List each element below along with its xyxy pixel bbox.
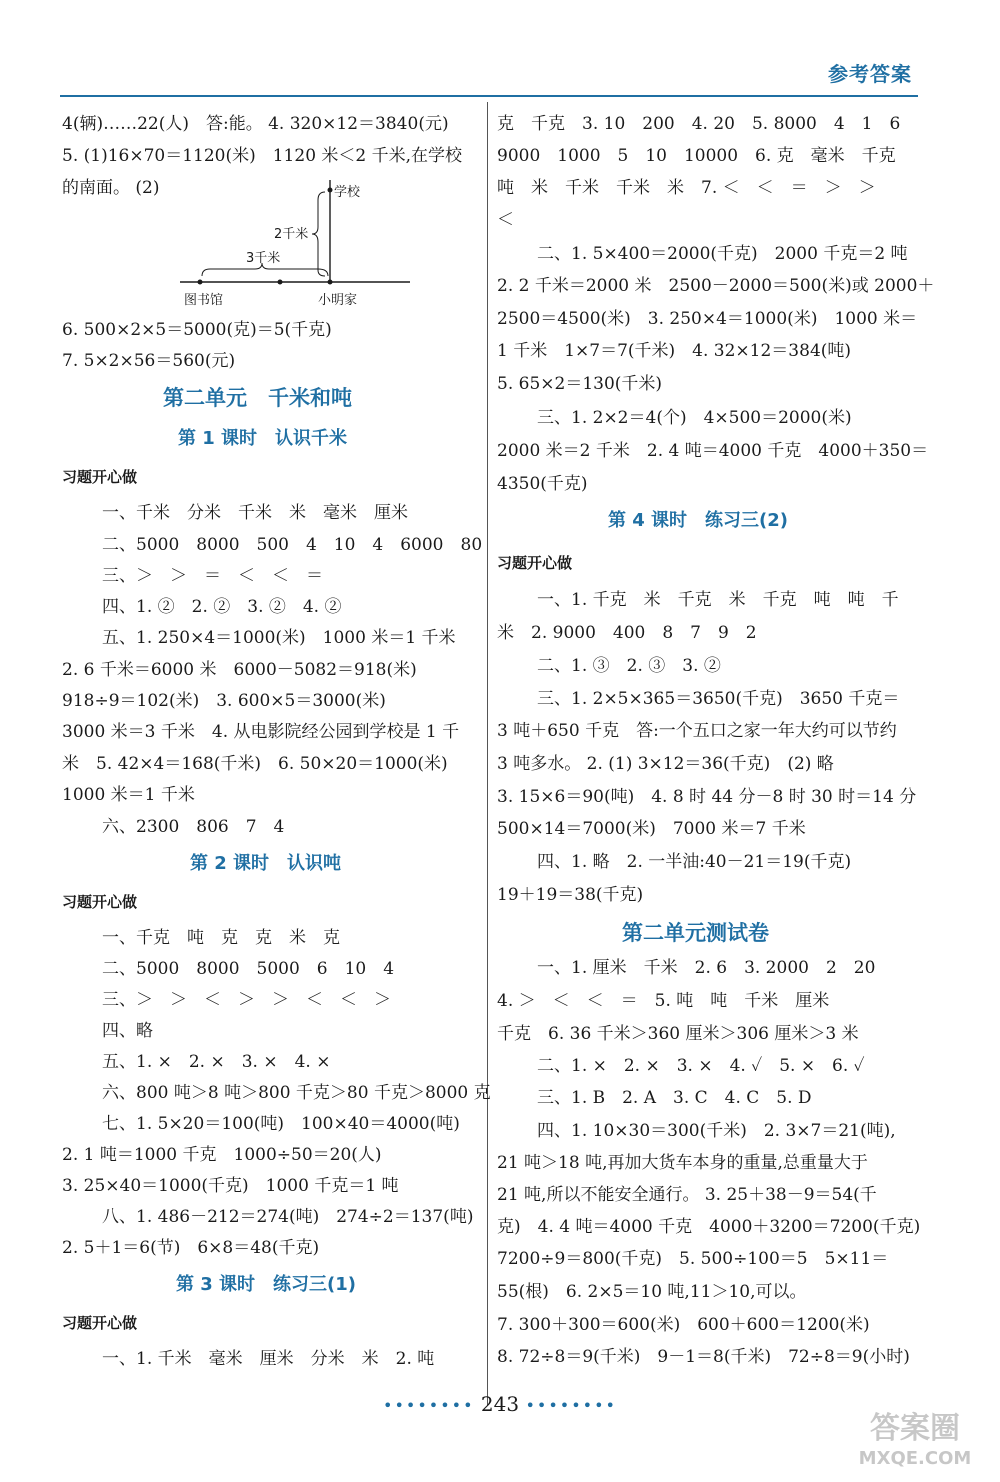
right-line-4: ＜ bbox=[497, 210, 514, 230]
left-line-4: 6. 500×2×5＝5000(克)＝5(千克) bbox=[62, 320, 332, 340]
unit-title: 第二单元 千米和吨 bbox=[163, 386, 352, 410]
l2-answer-7: 七、1. 5×20＝100(吨) 100×40＝4000(吨) bbox=[102, 1114, 460, 1134]
test-answer-7: 21 吨＞18 吨,再加大货车本身的重量,总重量大于 bbox=[497, 1153, 868, 1173]
test-answer-4: 二、1. × 2. × 3. × 4. ✓ 5. × 6. ✓ bbox=[537, 1056, 865, 1076]
diagram-label-school: 学校 bbox=[334, 185, 361, 200]
l4-answer-2: 米 2. 9000 400 8 7 9 2 bbox=[497, 623, 757, 643]
l2-answer-11: 2. 5＋1＝6(节) 6×8＝48(千克) bbox=[62, 1238, 320, 1258]
exercise-heading-4: 习题开心做 bbox=[497, 554, 573, 572]
l4-answer-4: 三、1. 2×5×365＝3650(千克) 3650 千克＝ bbox=[537, 689, 900, 709]
test-answer-1: 一、1. 厘米 千米 2. 6 3. 2000 2 20 bbox=[537, 958, 876, 978]
l2-answer-5: 五、1. × 2. × 3. × 4. × bbox=[102, 1052, 331, 1072]
l4-answer-7: 3. 15×6＝90(吨) 4. 8 时 44 分－8 时 30 时＝14 分 bbox=[497, 787, 917, 807]
unit-test-title: 第二单元测试卷 bbox=[622, 921, 769, 945]
l2-answer-1: 一、千克 吨 克 克 米 克 bbox=[102, 928, 340, 948]
right-line-7: 2500＝4500(米) 3. 250×4＝1000(米) 1000 米＝ bbox=[497, 309, 918, 329]
lesson-2-title: 第 2 课时 认识吨 bbox=[190, 853, 342, 874]
test-answer-12: 7. 300＋300＝600(米) 600＋600＝1200(米) bbox=[497, 1315, 870, 1335]
test-answer-11: 55(根) 6. 2×5＝10 吨,11＞10,可以。 bbox=[497, 1282, 807, 1302]
page-header-title: 参考答案 bbox=[828, 62, 912, 86]
right-line-8: 1 千米 1×7＝7(千米) 4. 32×12＝384(吨) bbox=[497, 341, 852, 361]
l1-answer-9: 米 5. 42×4＝168(千米) 6. 50×20＝1000(米) bbox=[62, 754, 448, 774]
exercise-heading-3: 习题开心做 bbox=[62, 1314, 138, 1332]
page-number-dots-right: •••••••• bbox=[525, 1396, 617, 1415]
watermark-logo bbox=[840, 1402, 990, 1472]
l1-answer-2: 二、5000 8000 500 4 10 4 6000 80 bbox=[102, 535, 483, 555]
l1-answer-4: 四、1. ② 2. ② 3. ② 4. ② bbox=[102, 597, 342, 617]
route-diagram bbox=[180, 172, 420, 312]
l4-answer-10: 19＋19＝38(千克) bbox=[497, 885, 644, 905]
l3-answer-1: 一、1. 千米 毫米 厘米 分米 米 2. 吨 bbox=[102, 1349, 435, 1369]
l2-answer-8: 2. 1 吨＝1000 千克 1000÷50＝20(人) bbox=[62, 1145, 382, 1165]
test-answer-9: 克) 4. 4 吨＝4000 千克 4000＋3200＝7200(千克) bbox=[497, 1217, 921, 1237]
lesson-1-title: 第 1 课时 认识千米 bbox=[178, 428, 348, 449]
test-answer-2: 4. ＞ ＜ ＜ ＝ 5. 吨 吨 千米 厘米 bbox=[497, 991, 830, 1011]
l4-answer-9: 四、1. 略 2. 一半油:40－21＝19(千克) bbox=[537, 852, 852, 872]
l4-answer-3: 二、1. ③ 2. ③ 3. ② bbox=[537, 656, 721, 676]
diagram-label-3km: 3千米 bbox=[246, 251, 281, 266]
right-line-3: 吨 米 千米 千米 米 7. ＜ ＜ ＝ ＞ ＞ bbox=[497, 178, 876, 198]
lesson-4-title: 第 4 课时 练习三(2) bbox=[608, 510, 789, 531]
l4-answer-6: 3 吨多水。 2. (1) 3×12＝36(千克) (2) 略 bbox=[497, 754, 834, 774]
l2-answer-3: 三、＞ ＞ ＜ ＞ ＞ ＜ ＜ ＞ bbox=[102, 990, 391, 1010]
l1-answer-5: 五、1. 250×4＝1000(米) 1000 米＝1 千米 bbox=[102, 628, 456, 648]
right-line-12: 4350(千克) bbox=[497, 474, 588, 494]
diagram-school-point bbox=[328, 188, 333, 193]
l1-answer-6: 2. 6 千米＝6000 米 6000－5082＝918(米) bbox=[62, 660, 417, 680]
l1-answer-1: 一、千米 分米 千米 米 毫米 厘米 bbox=[102, 503, 408, 523]
l2-answer-2: 二、5000 8000 5000 6 10 4 bbox=[102, 959, 395, 979]
test-answer-6: 四、1. 10×30＝300(千米) 2. 3×7＝21(吨), bbox=[537, 1121, 896, 1141]
diagram-label-home: 小明家 bbox=[318, 293, 358, 308]
right-line-11: 2000 米＝2 千米 2. 4 吨＝4000 千克 4000＋350＝ bbox=[497, 441, 929, 461]
diagram-brace-2km bbox=[312, 192, 325, 276]
left-line-5: 7. 5×2×56＝560(元) bbox=[62, 351, 236, 371]
page-number: 243 bbox=[480, 1392, 520, 1416]
l1-answer-3: 三、＞ ＞ ＝ ＜ ＜ ＝ bbox=[102, 566, 323, 586]
l2-answer-10: 八、1. 486－212＝274(吨) 274÷2＝137(吨) bbox=[102, 1207, 474, 1227]
l1-answer-8: 3000 米＝3 千米 4. 从电影院经公园到学校是 1 千 bbox=[62, 722, 460, 742]
exercise-heading-2: 习题开心做 bbox=[62, 893, 138, 911]
l4-answer-1: 一、1. 千克 米 千克 米 千克 吨 吨 千 bbox=[537, 590, 899, 610]
exercise-heading-1: 习题开心做 bbox=[62, 468, 138, 486]
page-number-dots-left: •••••••• bbox=[383, 1396, 475, 1415]
l2-answer-4: 四、略 bbox=[102, 1021, 153, 1041]
diagram-label-2km: 2千米 bbox=[274, 227, 309, 242]
header-rule bbox=[60, 95, 918, 97]
l1-answer-7: 918÷9＝102(米) 3. 600×5＝3000(米) bbox=[62, 691, 386, 711]
l1-answer-10: 1000 米＝1 千米 bbox=[62, 785, 195, 805]
l2-answer-6: 六、800 吨＞8 吨＞800 千克＞80 千克＞8000 克 bbox=[102, 1083, 491, 1103]
diagram-mid-point bbox=[278, 280, 283, 285]
lesson-3-title: 第 3 课时 练习三(1) bbox=[176, 1274, 357, 1295]
l2-answer-9: 3. 25×40＝1000(千克) 1000 千克＝1 吨 bbox=[62, 1176, 399, 1196]
right-line-9: 5. 65×2＝130(千米) bbox=[497, 374, 663, 394]
left-line-1: 4(辆)……22(人) 答:能。 4. 320×12＝3840(元) bbox=[62, 114, 449, 134]
watermark-text-bottom: MXQE.COM bbox=[858, 1448, 972, 1469]
right-line-10: 三、1. 2×2＝4(个) 4×500＝2000(米) bbox=[537, 408, 852, 428]
test-answer-5: 三、1. B 2. A 3. C 4. C 5. D bbox=[537, 1088, 812, 1108]
test-answer-10: 7200÷9＝800(千克) 5. 500÷100＝5 5×11＝ bbox=[497, 1249, 889, 1269]
test-answer-13: 8. 72÷8＝9(千米) 9－1＝8(千米) 72÷8＝9(小时) bbox=[497, 1347, 910, 1367]
column-divider bbox=[487, 102, 488, 1405]
right-line-6: 2. 2 千米＝2000 米 2500－2000＝500(米)或 2000＋ bbox=[497, 276, 935, 296]
diagram-label-library: 图书馆 bbox=[184, 293, 224, 308]
right-line-2: 9000 1000 5 10 10000 6. 克 毫米 千克 bbox=[497, 146, 896, 166]
left-line-2: 5. (1)16×70＝1120(米) 1120 米＜2 千米,在学校 bbox=[62, 146, 463, 166]
l4-answer-8: 500×14＝7000(米) 7000 米＝7 千米 bbox=[497, 819, 806, 839]
test-answer-3: 千克 6. 36 千米＞360 厘米＞306 厘米＞3 米 bbox=[497, 1024, 859, 1044]
l1-answer-11: 六、2300 806 7 4 bbox=[102, 817, 285, 837]
diagram-library-point bbox=[198, 280, 203, 285]
diagram-home-point bbox=[328, 280, 333, 285]
l4-answer-5: 3 吨＋650 千克 答:一个五口之家一年大约可以节约 bbox=[497, 721, 897, 741]
right-line-1: 克 千克 3. 10 200 4. 20 5. 8000 4 1 6 bbox=[497, 114, 901, 134]
right-line-5: 二、1. 5×400＝2000(千克) 2000 千克＝2 吨 bbox=[537, 244, 908, 264]
left-line-3: 的南面。 (2) bbox=[62, 178, 160, 198]
test-answer-8: 21 吨,所以不能安全通行。 3. 25＋38－9＝54(千 bbox=[497, 1185, 877, 1205]
watermark-text-top: 答案圈 bbox=[870, 1411, 960, 1446]
